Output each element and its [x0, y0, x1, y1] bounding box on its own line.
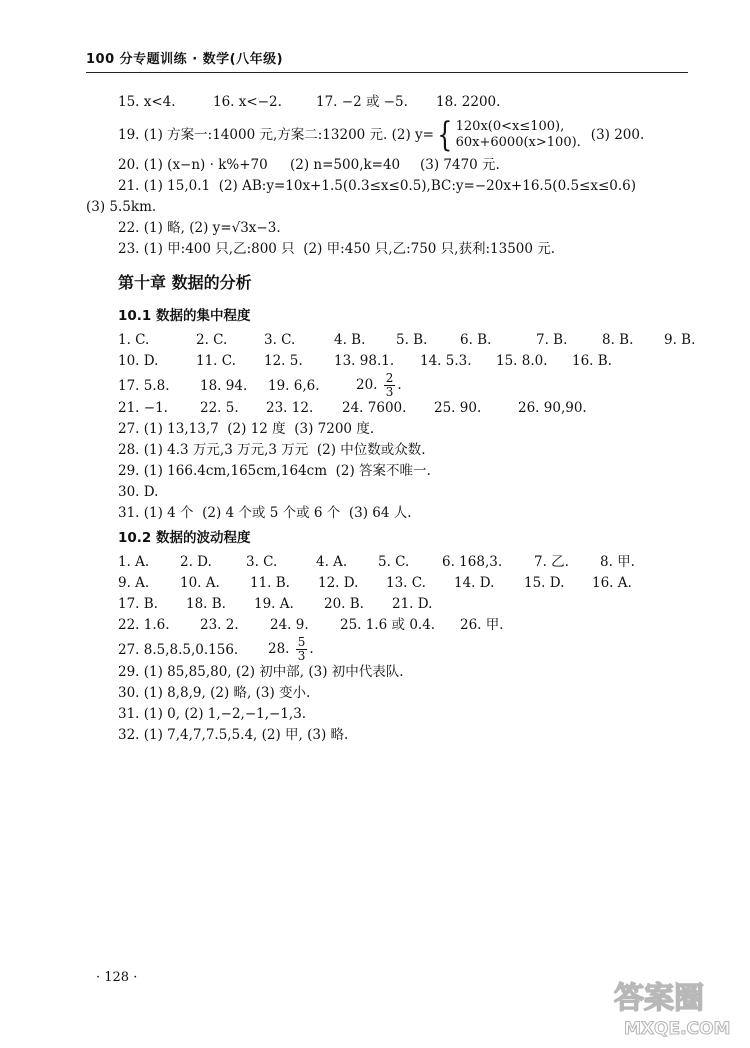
answer-line	[86, 197, 708, 218]
answer-line	[118, 176, 708, 197]
answer-line	[118, 573, 708, 594]
answers-section-10-2	[118, 552, 708, 746]
answer-item	[118, 482, 218, 503]
answer-item	[196, 330, 264, 351]
answer-text: 16. x<−2.	[213, 94, 282, 110]
answer-item	[324, 594, 392, 615]
answer-item	[180, 552, 246, 573]
answer-text: 19. (1) 方案一:14000 元,方案二:13200 元. (2) y=	[118, 126, 434, 143]
answer-text: 11. B.	[250, 575, 290, 591]
answer-line	[118, 92, 708, 113]
answer-line	[118, 615, 708, 636]
answer-item	[118, 176, 703, 197]
running-header: 100 分专题训练 · 数学(八年级)	[86, 52, 284, 67]
answer-item	[264, 330, 334, 351]
answer-item	[340, 615, 460, 636]
cases	[456, 119, 581, 151]
answer-text: 23. (1) 甲:400 只,乙:800 只 (2) 甲:450 只,乙:750 只,获利:13500 元.	[118, 241, 556, 257]
fraction-denominator: 3	[385, 385, 394, 399]
answer-item	[334, 330, 396, 351]
answers-section-10-1	[118, 330, 708, 524]
answer-line	[118, 725, 708, 746]
answer-item	[250, 573, 318, 594]
answer-item	[572, 351, 632, 372]
answer-text: 14. D.	[454, 575, 495, 591]
fraction	[296, 636, 308, 663]
answer-item	[460, 615, 520, 636]
answer-text: 10. A.	[180, 575, 220, 591]
page-number: · 128 ·	[96, 970, 138, 985]
answer-text: 9. B.	[664, 332, 696, 348]
answers-chapter-9-tail	[86, 92, 708, 260]
answer-item	[196, 351, 264, 372]
answer-text: 31. (1) 0, (2) 1,−2,−1,−1,3.	[118, 706, 307, 722]
answer-item	[270, 615, 340, 636]
answer-item	[180, 573, 250, 594]
header-rule	[86, 72, 688, 73]
answer-text: 8. 甲.	[600, 554, 635, 570]
answer-item	[460, 330, 536, 351]
answer-text: 9. A.	[118, 575, 150, 591]
answer-text: 22. 1.6.	[118, 617, 170, 633]
watermark-subtext: MXQE.COM	[624, 1019, 731, 1039]
answer-item	[213, 92, 316, 113]
answer-text: 32. (1) 7,4,7,7.5,5.4, (2) 甲, (3) 略.	[118, 727, 349, 743]
section-title-10-2: 10.2 数据的波动程度	[118, 530, 251, 546]
answer-item	[392, 594, 452, 615]
answer-item	[254, 594, 324, 615]
answer-text: 18. 2200.	[436, 94, 501, 110]
answer-item	[602, 330, 664, 351]
answer-text: (3) 5.5km.	[86, 199, 157, 215]
answer-item	[316, 92, 436, 113]
answer-text: 30. (1) 8,8,9, (2) 略, (3) 变小.	[118, 685, 311, 701]
answer-item	[442, 552, 534, 573]
answer-item	[118, 725, 518, 746]
answer-item	[496, 351, 572, 372]
answer-text: 3. C.	[264, 332, 296, 348]
answer-text: 1. C.	[118, 332, 150, 348]
answer-item	[118, 419, 518, 440]
answer-text: 4. A.	[316, 554, 348, 570]
answer-text: 4. B.	[334, 332, 366, 348]
answer-text: 18. 94.	[200, 377, 248, 394]
answer-text: 29. (1) 166.4cm,165cm,164cm (2) 答案不唯一.	[118, 463, 431, 479]
answer-text: 26. 甲.	[460, 617, 504, 633]
answer-text: 15. 8.0.	[496, 353, 548, 369]
answer-text: 17. −2 或 −5.	[316, 94, 408, 110]
answer-text: 26. 90,90.	[518, 400, 587, 416]
answer-item	[118, 683, 518, 704]
answer-item	[118, 92, 213, 113]
answer-line	[118, 636, 708, 662]
answer-item	[524, 573, 592, 594]
answer-item	[118, 573, 180, 594]
answer-line	[118, 218, 708, 239]
answer-text: 25. 1.6 或 0.4.	[340, 617, 436, 633]
answer-text: 6. 168,3.	[442, 554, 503, 570]
answer-line	[118, 113, 708, 155]
answer-line	[118, 503, 708, 524]
answer-line	[118, 461, 708, 482]
answer-item	[266, 398, 342, 419]
answer-item	[200, 398, 266, 419]
answer-text: 21. D.	[392, 596, 433, 612]
answer-text: 19. A.	[254, 596, 294, 612]
answer-item	[396, 330, 460, 351]
answer-item	[434, 398, 518, 419]
answer-item	[378, 552, 442, 573]
answer-text: 7. 乙.	[534, 554, 569, 570]
answer-item	[86, 197, 206, 218]
answer-text: 8. B.	[602, 332, 634, 348]
answer-line	[118, 372, 708, 398]
section-title-10-1: 10.1 数据的集中程度	[118, 308, 251, 324]
answer-text: 25. 90.	[434, 400, 482, 416]
answer-text: 10. D.	[118, 353, 159, 369]
answer-text: 6. B.	[460, 332, 492, 348]
answer-item	[118, 351, 196, 372]
answer-text: 2. C.	[196, 332, 228, 348]
answer-text: 28.	[268, 641, 294, 657]
answer-text: 21. −1.	[118, 400, 168, 416]
answer-item	[536, 330, 602, 351]
answer-text: 3. C.	[246, 554, 278, 570]
answer-text: 28. (1) 4.3 万元,3 万元,3 万元 (2) 中位数或众数.	[118, 442, 426, 458]
watermark-text: 答案圈	[614, 981, 704, 1016]
answer-item	[200, 615, 270, 636]
answer-item	[454, 573, 524, 594]
answer-line	[118, 704, 708, 725]
answer-item	[118, 594, 186, 615]
answer-line	[118, 398, 708, 419]
watermark-logo	[610, 968, 740, 1040]
answer-text: 5. C.	[378, 554, 410, 570]
answer-item	[118, 218, 418, 239]
answer-text: 17. 5.8.	[118, 377, 170, 394]
answer-item	[246, 552, 316, 573]
answer-line	[118, 662, 708, 683]
answer-item	[118, 239, 678, 260]
answer-text: 14. 5.3.	[420, 353, 472, 369]
answer-text: 18. B.	[186, 596, 226, 612]
fraction-numerator: 2	[385, 371, 394, 385]
answer-text: 12. 5.	[264, 353, 303, 369]
answer-text: 31. (1) 4 个 (2) 4 个或 5 个或 6 个 (3) 64 人.	[118, 505, 412, 521]
answer-content	[86, 92, 708, 746]
answer-text: 30. D.	[118, 484, 159, 500]
answer-text: 17. B.	[118, 596, 158, 612]
fraction-numerator: 5	[297, 635, 306, 649]
answer-text: 19. 6,6.	[268, 377, 320, 394]
answer-line	[118, 440, 708, 461]
answer-item	[316, 552, 378, 573]
answer-item	[334, 351, 420, 372]
answer-item	[518, 398, 608, 419]
answer-item	[118, 552, 180, 573]
answer-item	[420, 351, 496, 372]
answer-line	[118, 239, 708, 260]
answer-text: 5. B.	[396, 332, 428, 348]
chapter-title: 第十章 数据的分析	[118, 273, 252, 292]
answer-item	[290, 155, 420, 176]
answer-item	[118, 330, 196, 351]
answer-item	[118, 615, 200, 636]
answer-item	[118, 503, 518, 524]
answer-item	[356, 372, 402, 399]
answer-line	[118, 683, 708, 704]
answer-item	[118, 637, 268, 663]
answer-text: .	[397, 377, 402, 393]
answer-item	[318, 573, 386, 594]
answer-text: 20. B.	[324, 596, 364, 612]
answer-item	[600, 552, 650, 573]
answer-text: 15. D.	[524, 575, 565, 591]
answer-text: (2) n=500,k=40	[290, 157, 401, 173]
answer-text: (3) 200.	[590, 126, 645, 143]
answer-item	[664, 330, 714, 351]
answer-item	[118, 662, 538, 683]
answer-item	[592, 573, 652, 594]
answer-item	[436, 92, 516, 113]
left-brace: {	[437, 115, 453, 155]
answer-line	[118, 419, 708, 440]
answer-text: 1. A.	[118, 554, 150, 570]
answer-text: 21. (1) 15,0.1 (2) AB:y=10x+1.5(0.3≤x≤0.5),BC:y=−20x+16.5(0.5≤x≤0.6)	[118, 178, 637, 194]
answer-text: 22. 5.	[200, 400, 239, 416]
case-1: 120x(0<x≤100),	[455, 119, 565, 134]
case-2: 60x+6000(x>100).	[455, 135, 581, 150]
answer-text: 11. C.	[196, 353, 236, 369]
answer-item	[420, 155, 520, 176]
answer-item	[534, 552, 600, 573]
answer-text: 7. B.	[536, 332, 568, 348]
answer-text: 29. (1) 85,85,80, (2) 初中部, (3) 初中代表队.	[118, 664, 404, 680]
answer-item	[386, 573, 454, 594]
answer-item	[118, 440, 568, 461]
answer-text: 24. 9.	[270, 617, 309, 633]
answer-line	[118, 351, 708, 372]
answer-item	[268, 373, 356, 399]
answer-text: .	[309, 641, 314, 657]
answer-item	[118, 704, 518, 725]
answer-line	[118, 482, 708, 503]
answer-text: 24. 7600.	[342, 400, 407, 416]
answer-text: 22. (1) 略, (2) y=√3x−3.	[118, 220, 281, 236]
piecewise-function	[434, 114, 581, 156]
answer-text: 23. 12.	[266, 400, 314, 416]
answer-item	[118, 155, 290, 176]
answer-text: 27. 8.5,8.5,0.156.	[118, 641, 239, 658]
answer-text: 20.	[356, 377, 382, 393]
answer-text: 16. B.	[572, 353, 612, 369]
answer-line	[118, 330, 708, 351]
answer-text: 13. 98.1.	[334, 353, 395, 369]
answer-line	[118, 155, 708, 176]
answer-text: 16. A.	[592, 575, 632, 591]
fraction	[384, 372, 396, 399]
answer-text: 12. D.	[318, 575, 359, 591]
answer-text: 23. 2.	[200, 617, 239, 633]
answer-item	[118, 398, 200, 419]
answer-item	[342, 398, 434, 419]
answer-item	[200, 373, 268, 399]
answer-item	[268, 636, 314, 663]
answer-item	[264, 351, 334, 372]
answer-item	[186, 594, 254, 615]
answer-item	[118, 461, 568, 482]
answer-text: 13. C.	[386, 575, 426, 591]
answer-text: 15. x<4.	[118, 94, 176, 110]
answer-line	[118, 552, 708, 573]
answer-line	[118, 594, 708, 615]
answer-text: 2. D.	[180, 554, 212, 570]
answer-text: 27. (1) 13,13,7 (2) 12 度 (3) 7200 度.	[118, 421, 375, 437]
fraction-denominator: 3	[297, 649, 306, 663]
answer-text: (3) 7470 元.	[420, 157, 500, 173]
answer-text: 20. (1) (x−n) · k%+70	[118, 157, 268, 173]
answer-item	[118, 373, 200, 399]
